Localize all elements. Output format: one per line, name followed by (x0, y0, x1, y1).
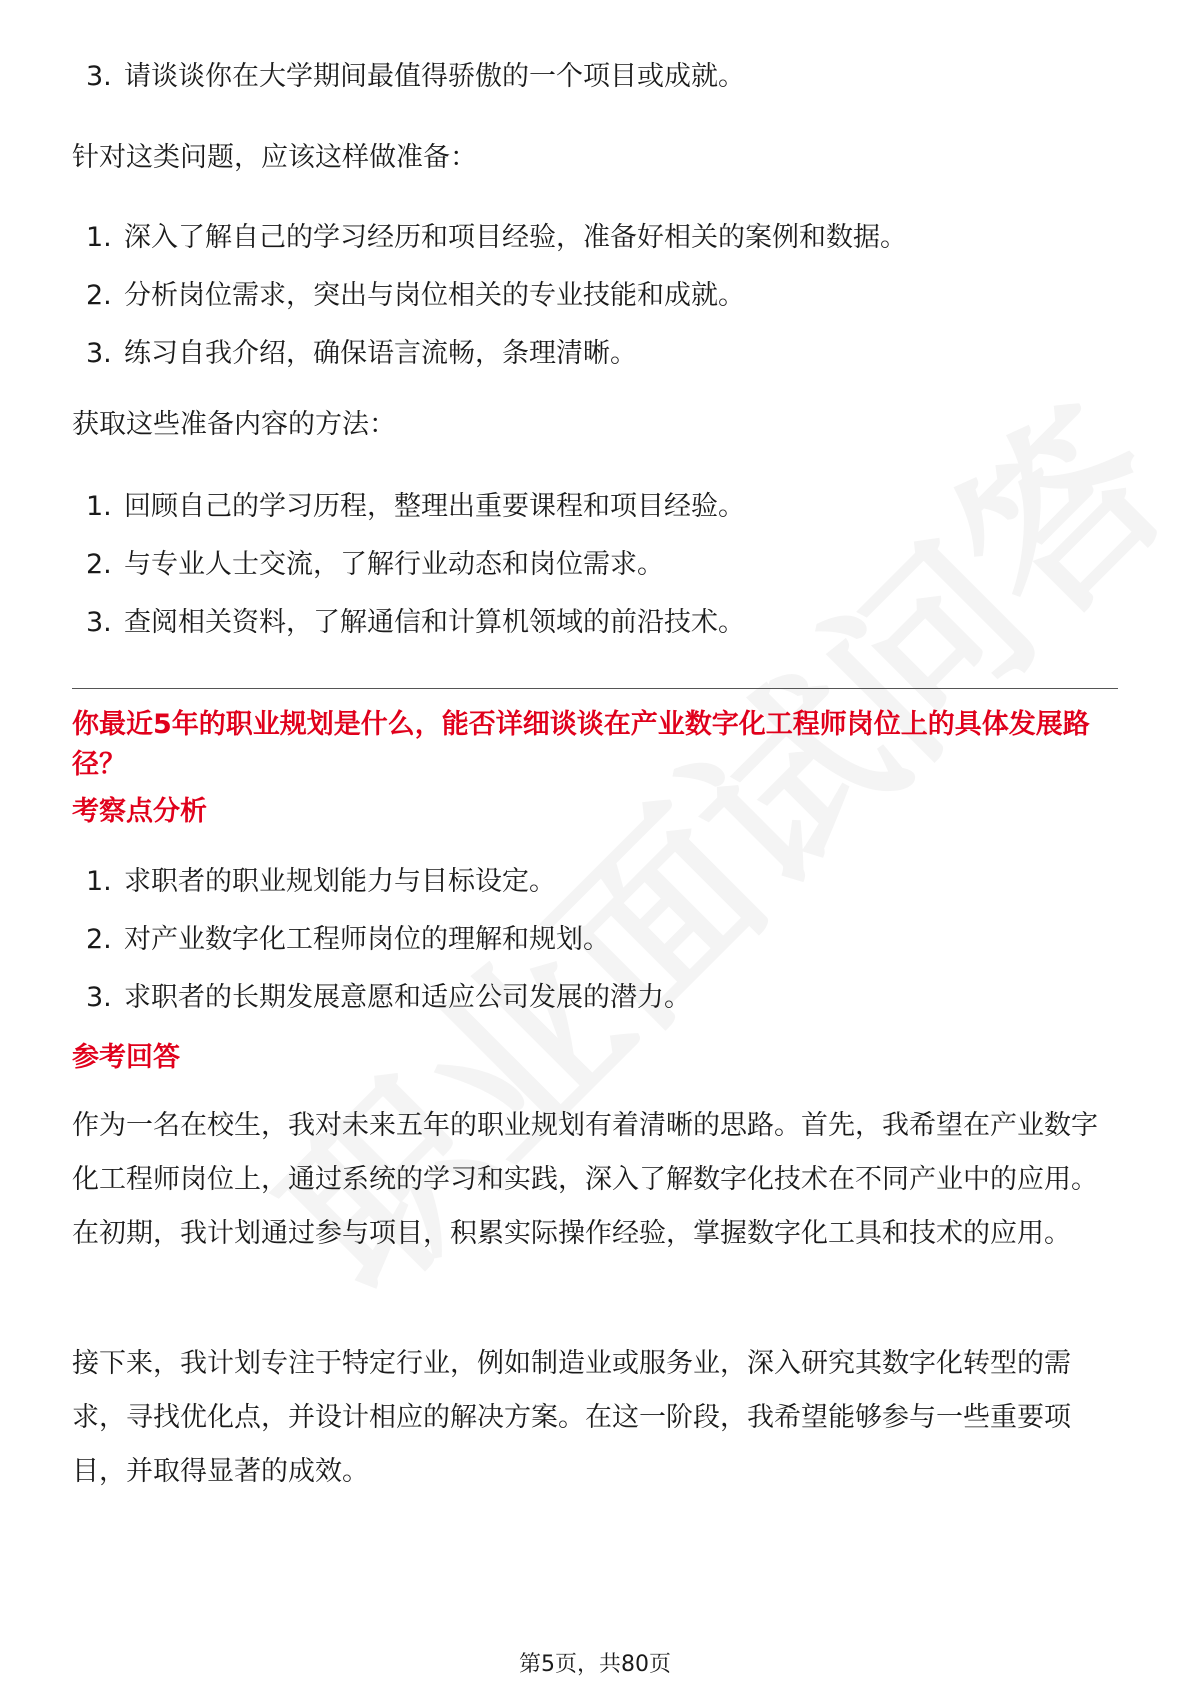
list-item: 1. 回顾自己的学习历程，整理出重要课程和项目经验。 (86, 491, 745, 522)
list-item: 2. 对产业数字化工程师岗位的理解和规划。 (86, 924, 610, 955)
answer-paragraph: 接下来，我计划专注于特定行业，例如制造业或服务业，深入研究其数字化转型的需求，寻找优化点，并设计相应的解决方案。在这一阶段，我希望能够参与一些重要项目，并取得显著的成效。 (72, 1348, 1071, 1487)
list-item: 1. 求职者的职业规划能力与目标设定。 (86, 866, 556, 897)
previous-question-list (72, 48, 1118, 106)
answer-paragraph: 作为一名在校生，我对未来五年的职业规划有着清晰的思路。首先，我希望在产业数字化工程师岗位上，通过系统的学习和实践，深入了解数字化技术在不同产业中的应用。在初期，我计划通过参与项目，积累实际操作经验，掌握数字化工具和技术的应用。 (72, 1110, 1098, 1249)
list-item: 3. 练习自我介绍，确保语言流畅，条理清晰。 (86, 338, 637, 369)
method-title: 获取这些准备内容的方法： (72, 409, 396, 440)
section-divider (72, 688, 1118, 689)
method-list (72, 478, 1118, 652)
page-footer: 第5页，共80页 (519, 1652, 671, 1677)
list-item: 2. 与专业人士交流，了解行业动态和岗位需求。 (86, 549, 664, 580)
prep-list (72, 209, 1118, 383)
prep-title: 针对这类问题，应该这样做准备： (72, 142, 477, 173)
list-item: 3. 请谈谈你在大学期间最值得骄傲的一个项目或成就。 (86, 61, 745, 92)
list-item: 3. 查阅相关资料，了解通信和计算机领域的前沿技术。 (86, 607, 745, 638)
question-heading: 你最近5年的职业规划是什么，能否详细谈谈在产业数字化工程师岗位上的具体发展路径？ (72, 709, 1090, 780)
analysis-list (72, 853, 1118, 1027)
list-item: 3. 求职者的长期发展意愿和适应公司发展的潜力。 (86, 982, 691, 1013)
list-item: 1. 深入了解自己的学习经历和项目经验，准备好相关的案例和数据。 (86, 222, 907, 253)
answer-heading: 参考回答 (72, 1042, 180, 1073)
analysis-heading: 考察点分析 (72, 796, 207, 827)
list-item: 2. 分析岗位需求，突出与岗位相关的专业技能和成就。 (86, 280, 745, 311)
